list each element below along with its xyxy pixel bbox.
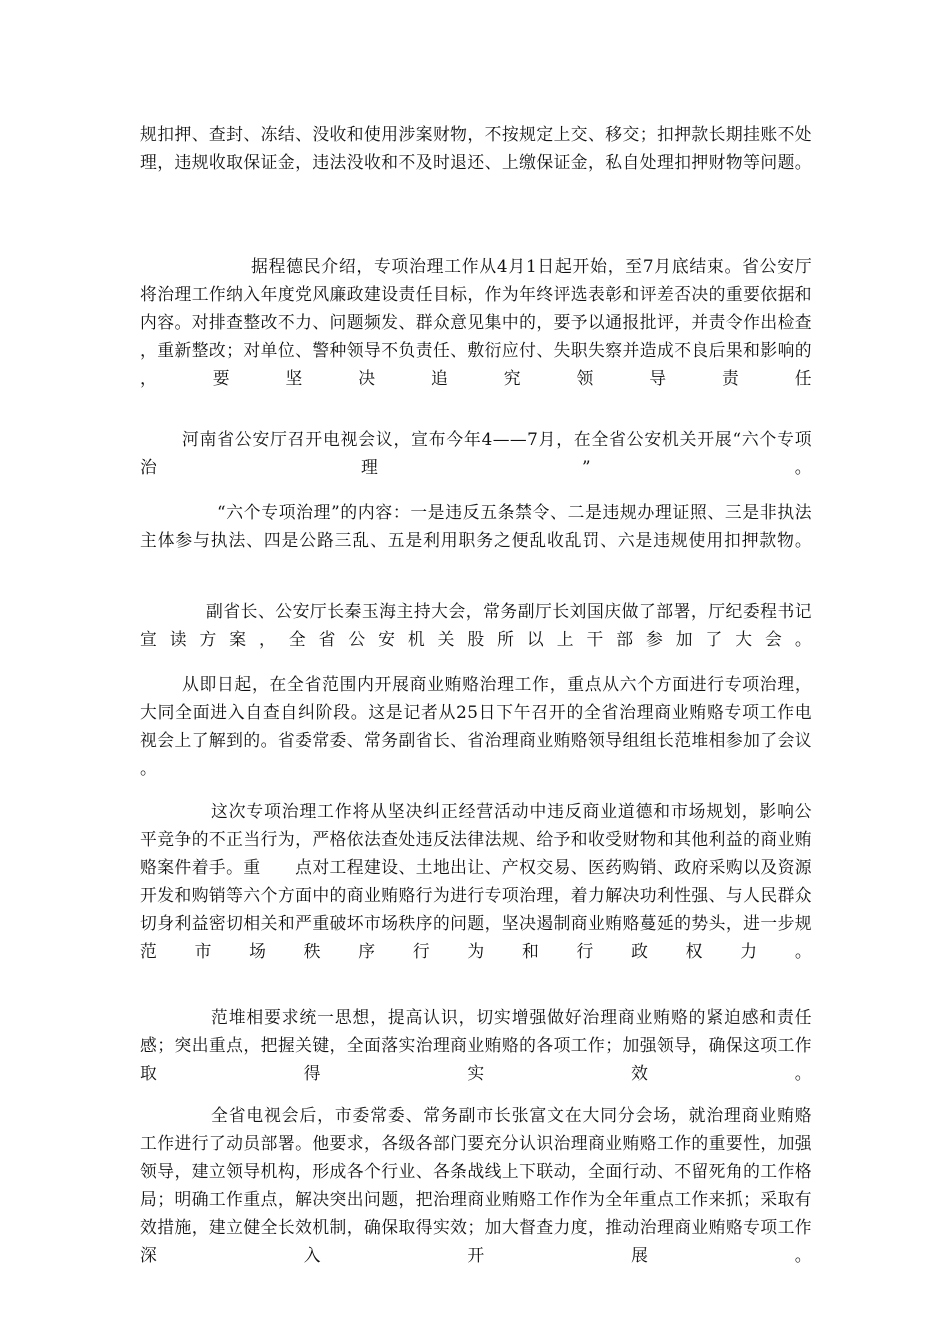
paragraph-henan-tv-conference: 河南省公安厅召开电视会议，宣布今年4——7月，在全省公安机关开展“六个专项治理”。: [140, 429, 812, 477]
paragraph-fan-duixiang-requirements: 范堆相要求统一思想，提高认识，切实增强做好治理商业贿赂的紧迫感和责任感；突出重点，把握关键，全面落实治理商业贿赂的各项工作；加强领导，确保这项工作取得实效。: [140, 1007, 812, 1083]
paragraph-meeting-host: 副省长、公安厅长秦玉海主持大会，常务副厅长刘国庆做了部署，厅纪委程书记宣读方案，全省公安机关股所以上干部参加了大会。: [140, 601, 812, 649]
paragraph-governance-focus: 这次专项治理工作将从坚决纠正经营活动中违反商业道德和市场规划，影响公平竞争的不正当行为，严格依法查处违反法律法规、给予和收受财物和其他利益的商业贿赂案件着手。重 点对工程建设、土地出让、产权交易、医药购销、政府采购以及资源开发和购销等六个方面中的商业贿赂行为进行专项治理，着力解决功利性强、与人民群众切身利益密切相关和严重破坏市场秩序的问题，坚决遏制商业贿赂蔓延的势头，进一步规范市场秩序行为和行政权力。: [140, 801, 812, 961]
paragraph-zhang-fuwen-deployment: 全省电视会后，市委常委、常务副市长张富文在大同分会场，就治理商业贿赂工作进行了动员部署。他要求，各级各部门要充分认识治理商业贿赂工作的重要性，加强领导，建立领导机构，形成各个行业、各条战线上下联动，全面行动、不留死角的工作格局；明确工作重点，解决突出问题，把治理商业贿赂工作作为全年重点工作来抓；采取有效措施，建立健全长效机制，确保取得实效；加大督查力度，推动治理商业贿赂专项工作深入开展。: [140, 1105, 812, 1265]
paragraph-six-governance-contents: “六个专项治理”的内容：一是违反五条禁令、二是违规办理证照、三是非执法主体参与执法、四是公路三乱、五是利用职务之便乱收乱罚、六是违规使用扣押款物。: [140, 502, 812, 550]
paragraph-seized-property-issues: 规扣押、查封、冻结、没收和使用涉案财物，不按规定上交、移交；扣押款长期挂账不处理，违规收取保证金，违法没收和不及时退还、上缴保证金，私自处理扣押财物等问题。: [140, 124, 812, 172]
paragraph-commercial-bribery-start: 从即日起，在全省范围内开展商业贿赂治理工作，重点从六个方面进行专项治理，大同全面进入自查自纠阶段。这是记者从25日下午召开的全省治理商业贿赂专项工作电视会上了解到的。省委常委、常务副省长、省治理商业贿赂领导组组长范堆相参加了会议。: [140, 674, 812, 778]
paragraph-cheng-demin-introduction: 据程德民介绍，专项治理工作从4月1日起开始，至7月底结束。省公安厅将治理工作纳入年度党风廉政建设责任目标，作为年终评选表彰和评差否决的重要依据和内容。对排查整改不力、问题频发、群众意见集中的，要予以通报批评，并责令作出检查，重新整改；对单位、警种领导不负责任、敷衍应付、失职失察并造成不良后果和影响的，要坚决追究领导责任: [140, 256, 812, 388]
